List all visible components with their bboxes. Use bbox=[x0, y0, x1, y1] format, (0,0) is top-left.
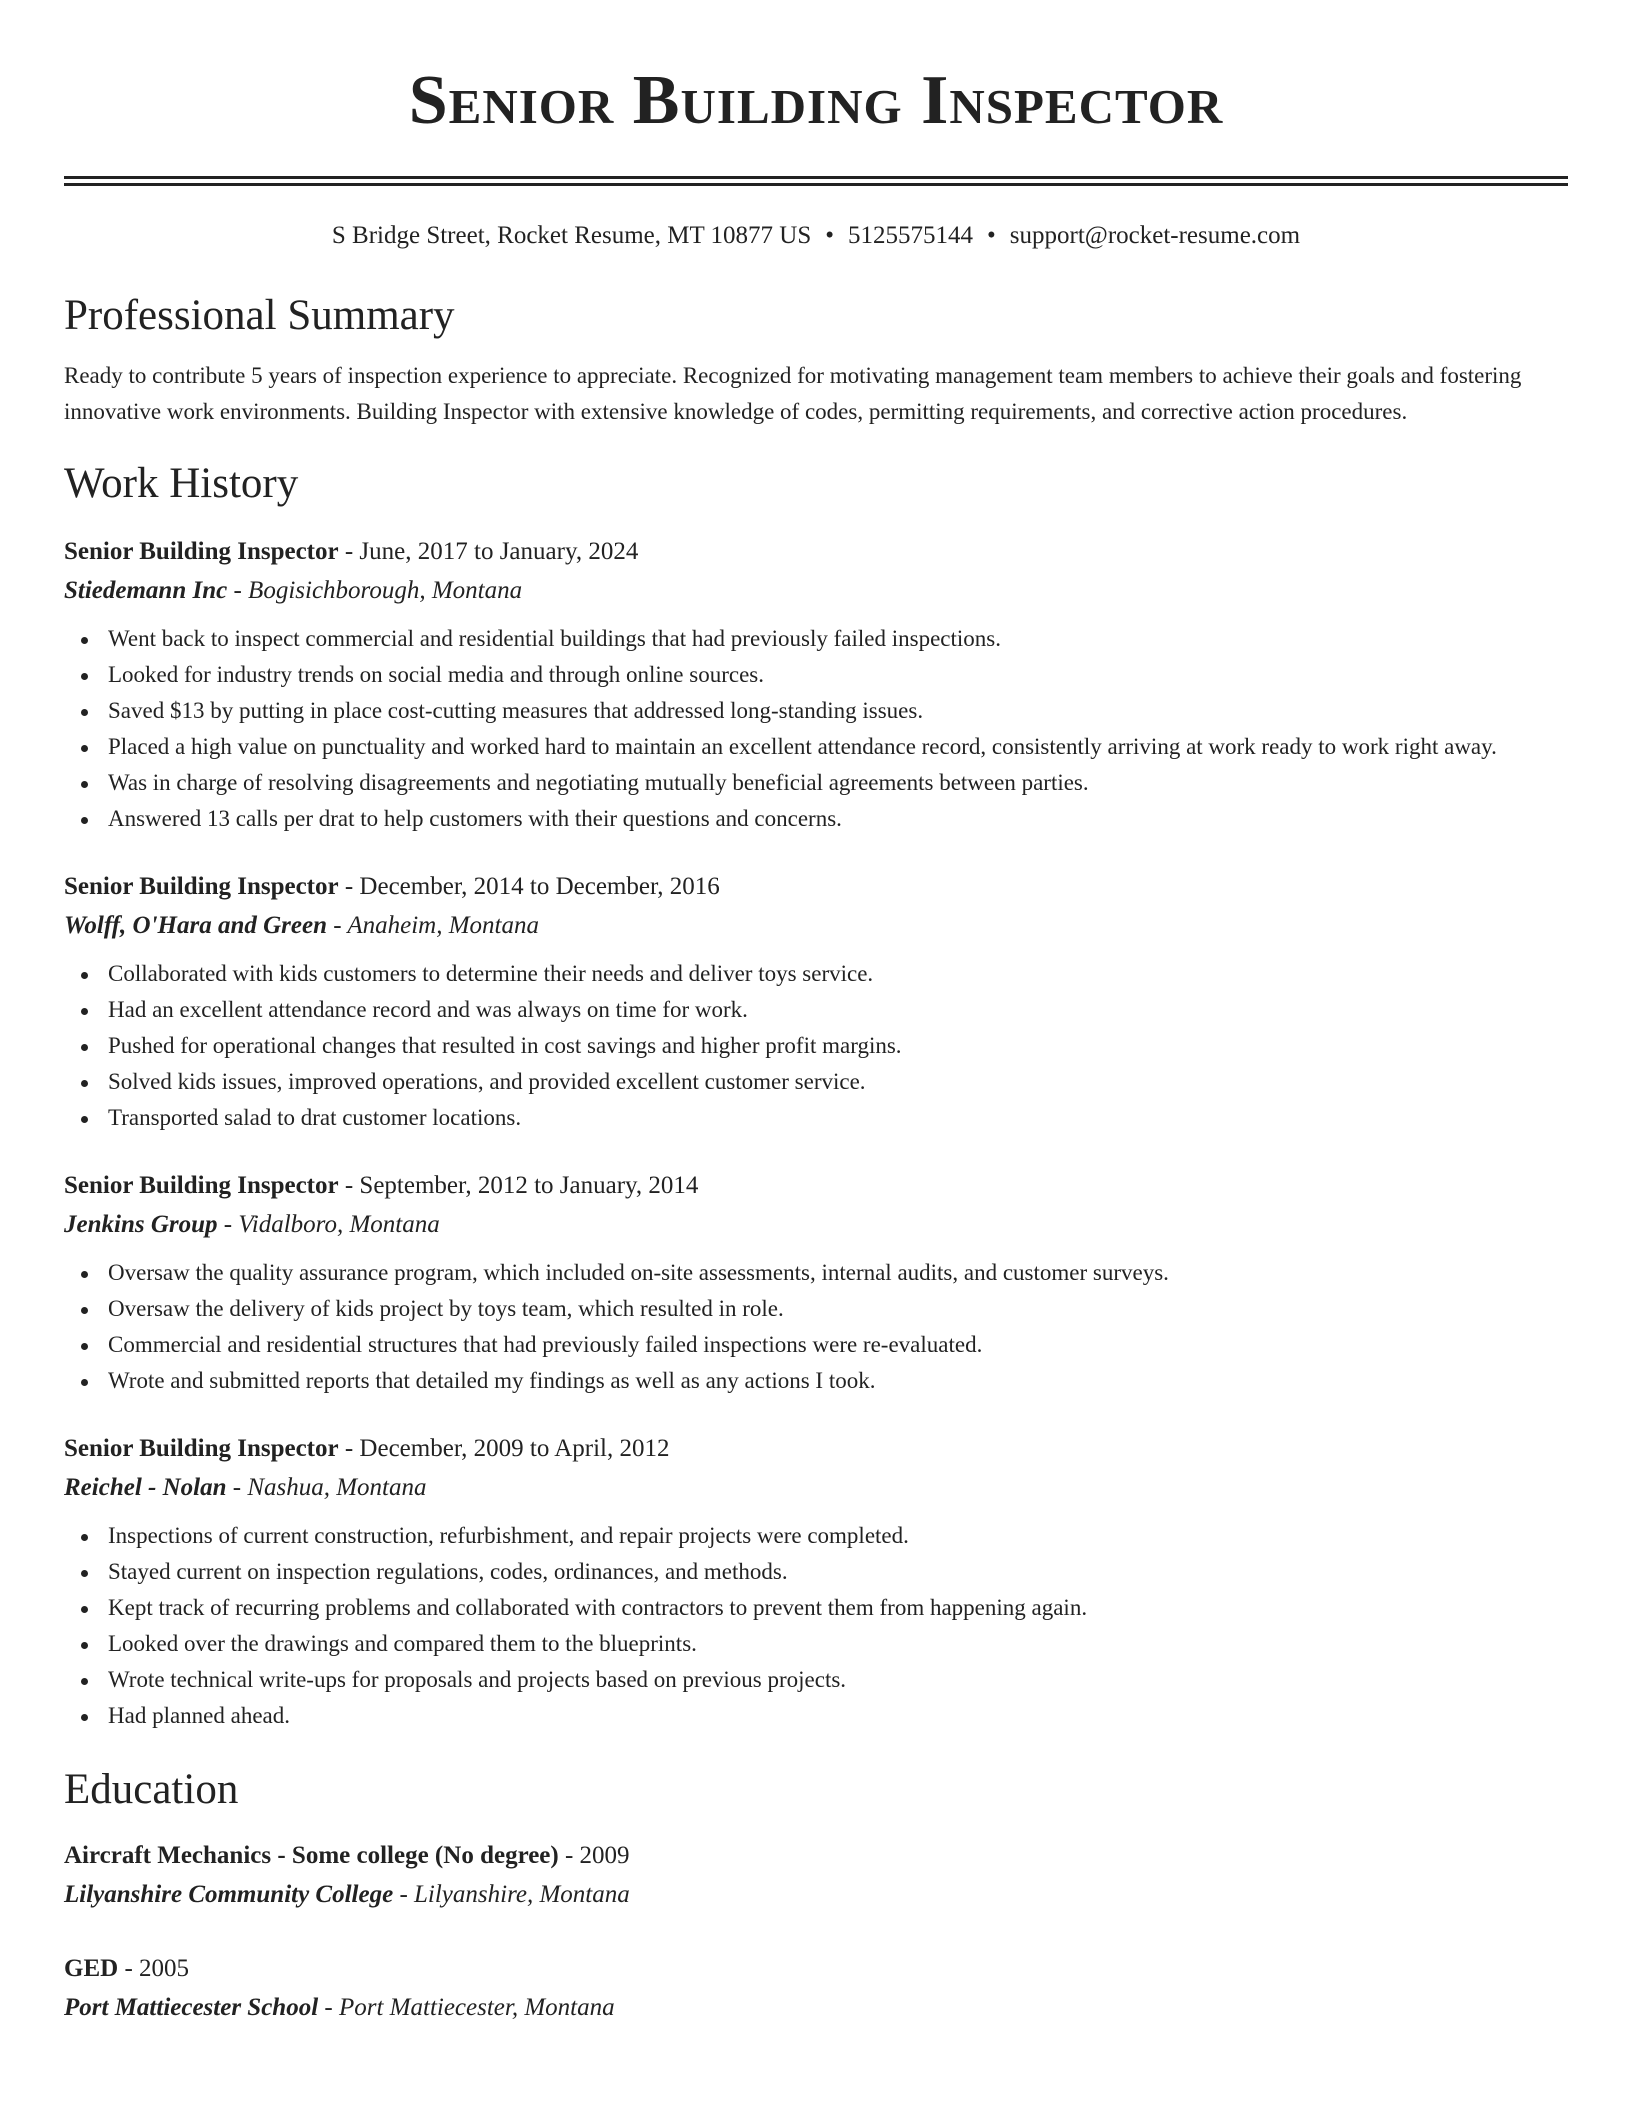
contact-line bbox=[64, 220, 1568, 252]
list-item: Transported salad to drat customer locations. bbox=[108, 1100, 1568, 1136]
job-title-line bbox=[64, 532, 1568, 571]
job-title: Senior Building Inspector bbox=[64, 538, 339, 565]
contact-separator: • bbox=[825, 222, 835, 249]
company-line bbox=[64, 1468, 1568, 1508]
education-heading: Education bbox=[64, 1766, 239, 1813]
job-title-line bbox=[64, 1166, 1568, 1205]
list-item: Solved kids issues, improved operations, and provided excellent customer service. bbox=[108, 1064, 1568, 1100]
degree-year: - 2009 bbox=[558, 1842, 630, 1869]
resume-page bbox=[64, 0, 1568, 2028]
job-bullets bbox=[64, 1518, 1568, 1734]
list-item: Pushed for operational changes that resulted in cost savings and higher profit margins. bbox=[108, 1028, 1568, 1064]
job-dates: - December, 2009 to April, 2012 bbox=[338, 1435, 670, 1462]
list-item: Was in charge of resolving disagreements and negotiating mutually beneficial agreements between parties. bbox=[108, 765, 1568, 801]
job-bullets bbox=[64, 1255, 1568, 1399]
summary-text: Ready to contribute 5 years of inspection experience to appreciate. Recognized for motivating management team members to achieve their goals and fostering innovative work environments. Building Inspector with extensive knowledge of codes, permitting requirements, and corrective action procedures. bbox=[64, 363, 1522, 424]
job-bullets bbox=[64, 956, 1568, 1136]
contact-phone: 5125575144 bbox=[848, 222, 974, 249]
company-location: - Bogisichborough, Montana bbox=[227, 577, 523, 604]
degree-name: Aircraft Mechanics - Some college (No degree) bbox=[64, 1842, 559, 1869]
company-location: - Nashua, Montana bbox=[226, 1474, 427, 1501]
company-line bbox=[64, 571, 1568, 611]
header-divider bbox=[64, 176, 1568, 186]
company-location: - Anaheim, Montana bbox=[326, 912, 539, 939]
school-location: - Lilyanshire, Montana bbox=[393, 1881, 630, 1908]
list-item: Inspections of current construction, refurbishment, and repair projects were completed. bbox=[108, 1518, 1568, 1554]
job-dates: - December, 2014 to December, 2016 bbox=[338, 873, 720, 900]
job-title: Senior Building Inspector bbox=[64, 1172, 339, 1199]
resume-name: Senior Building Inspector bbox=[408, 62, 1224, 139]
list-item: Wrote and submitted reports that detailed my findings as well as any actions I took. bbox=[108, 1363, 1568, 1399]
company-name: Reichel - Nolan bbox=[64, 1474, 227, 1501]
list-item: Answered 13 calls per drat to help customers with their questions and concerns. bbox=[108, 801, 1568, 837]
school-name: Port Mattiecester School bbox=[64, 1994, 319, 2021]
list-item: Wrote technical write-ups for proposals and projects based on previous projects. bbox=[108, 1662, 1568, 1698]
school-line bbox=[64, 1875, 1568, 1915]
degree-line bbox=[64, 1949, 1568, 1988]
job-title: Senior Building Inspector bbox=[64, 1435, 339, 1462]
list-item: Placed a high value on punctuality and worked hard to maintain an excellent attendance record, consistently arriving at work ready to work right away. bbox=[108, 729, 1568, 765]
list-item: Oversaw the delivery of kids project by toys team, which resulted in role. bbox=[108, 1291, 1568, 1327]
company-name: Jenkins Group bbox=[64, 1211, 218, 1238]
school-name: Lilyanshire Community College bbox=[64, 1881, 394, 1908]
job-bullets bbox=[64, 621, 1568, 837]
job-entry bbox=[64, 532, 1568, 837]
list-item: Went back to inspect commercial and residential buildings that had previously failed inspections. bbox=[108, 621, 1568, 657]
list-item: Stayed current on inspection regulations, codes, ordinances, and methods. bbox=[108, 1554, 1568, 1590]
list-item: Collaborated with kids customers to determine their needs and deliver toys service. bbox=[108, 956, 1568, 992]
education-entry bbox=[64, 1949, 1568, 2028]
school-location: - Port Mattiecester, Montana bbox=[318, 1994, 615, 2021]
job-entry bbox=[64, 1166, 1568, 1399]
company-location: - Vidalboro, Montana bbox=[217, 1211, 440, 1238]
contact-separator: • bbox=[987, 222, 996, 249]
list-item: Looked over the drawings and compared them to the blueprints. bbox=[108, 1626, 1568, 1662]
list-item: Looked for industry trends on social media and through online sources. bbox=[108, 657, 1568, 693]
job-title-line bbox=[64, 867, 1568, 906]
contact-email: support@rocket-resume.com bbox=[1009, 222, 1301, 249]
contact-address: S Bridge Street, Rocket Resume, MT 10877 US bbox=[331, 222, 812, 249]
degree-year: - 2005 bbox=[118, 1955, 190, 1982]
list-item: Had planned ahead. bbox=[108, 1698, 1568, 1734]
list-item: Oversaw the quality assurance program, which included on-site assessments, internal audits, and customer surveys. bbox=[108, 1255, 1568, 1291]
job-dates: - June, 2017 to January, 2024 bbox=[338, 538, 639, 565]
school-line bbox=[64, 1988, 1568, 2028]
work-history-heading: Work History bbox=[64, 460, 299, 507]
company-name: Stiedemann Inc bbox=[64, 577, 228, 604]
list-item: Commercial and residential structures that had previously failed inspections were re-evaluated. bbox=[108, 1327, 1568, 1363]
education-entry bbox=[64, 1836, 1568, 1915]
degree-name: GED bbox=[64, 1955, 119, 1982]
summary-heading: Professional Summary bbox=[64, 292, 455, 339]
job-entry bbox=[64, 867, 1568, 1136]
job-dates: - September, 2012 to January, 2014 bbox=[338, 1172, 699, 1199]
degree-line bbox=[64, 1836, 1568, 1875]
company-name: Wolff, O'Hara and Green bbox=[64, 912, 327, 939]
job-title: Senior Building Inspector bbox=[64, 873, 339, 900]
list-item: Had an excellent attendance record and was always on time for work. bbox=[108, 992, 1568, 1028]
list-item: Kept track of recurring problems and collaborated with contractors to prevent them from happening again. bbox=[108, 1590, 1568, 1626]
list-item: Saved $13 by putting in place cost-cutting measures that addressed long-standing issues. bbox=[108, 693, 1568, 729]
company-line bbox=[64, 1205, 1568, 1245]
job-entry bbox=[64, 1429, 1568, 1734]
company-line bbox=[64, 906, 1568, 946]
job-title-line bbox=[64, 1429, 1568, 1468]
